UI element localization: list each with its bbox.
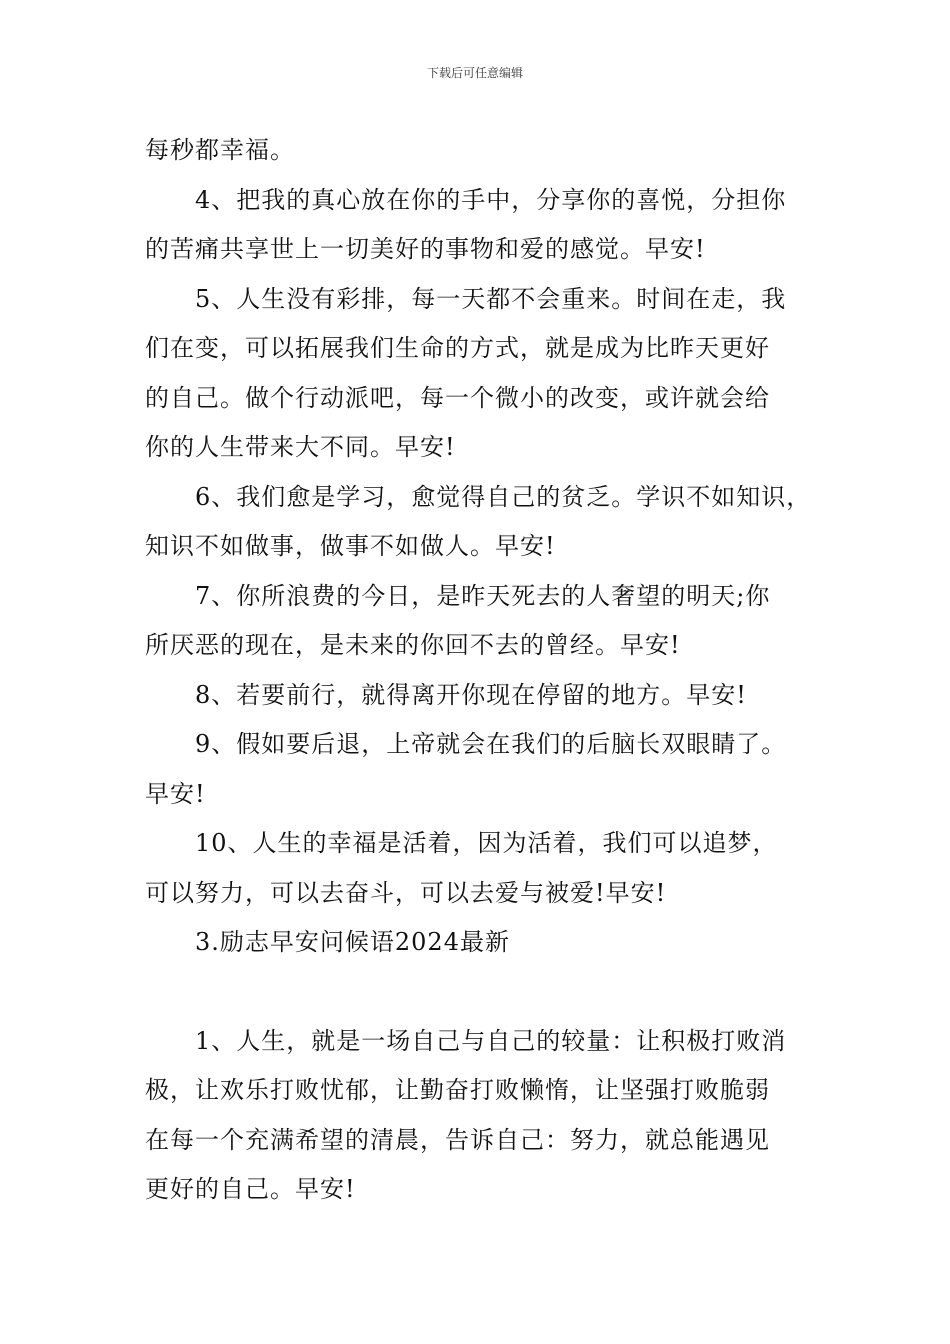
text-line: 知识不如做事，做事不如做人。早安! [145,532,556,560]
text-line: 的苦痛共享世上一切美好的事物和爱的感觉。早安! [145,235,706,263]
text-line: 10、人生的幸福是活着，因为活着，我们可以追梦， [195,829,778,857]
text-line: 1、人生，就是一场自己与自己的较量：让积极打败消 [195,1026,787,1055]
text-line: 早安! [145,779,206,808]
text-line: 5、人生没有彩排，每一天都不会重来。时间在走，我 [195,284,787,313]
text-line: 每秒都幸福。 [145,136,295,164]
text-line: 9、假如要后退，上帝就会在我们的后脑长双眼睛了。 [195,730,787,758]
text-line: 你的人生带来大不同。早安! [145,433,456,461]
blank-gap [145,968,825,1017]
text-line: 8、若要前行，就得离开你现在停留的地方。早安! [195,680,747,709]
section-heading: 3.励志早安问候语2024最新 [195,928,510,956]
text-line: 所厌恶的现在，是未来的你回不去的曾经。早安! [145,631,681,659]
page-header: 下载后可任意编辑 [426,66,523,80]
document-body [145,126,825,1215]
text-line: 的自己。做个行动派吧，每一个微小的改变，或许就会给 [145,383,770,412]
text-line: 极，让欢乐打败忧郁，让勤奋打败懒惰，让坚强打败脆弱 [145,1076,770,1104]
text-line: 在每一个充满希望的清晨，告诉自己：努力，就总能遇见 [145,1125,770,1154]
text-line: 可以努力，可以去奋斗，可以去爱与被爱!早安! [145,878,667,907]
text-line: 7、你所浪费的今日，是昨天死去的人奢望的明天;你 [195,581,771,610]
text-line: 们在变，可以拓展我们生命的方式，就是成为比昨天更好 [145,334,770,362]
text-line: 4、把我的真心放在你的手中，分享你的喜悦，分担你 [195,185,787,214]
text-line: 6、我们愈是学习，愈觉得自己的贫乏。学识不如知识， [195,482,812,511]
text-line: 更好的自己。早安! [145,1175,356,1203]
